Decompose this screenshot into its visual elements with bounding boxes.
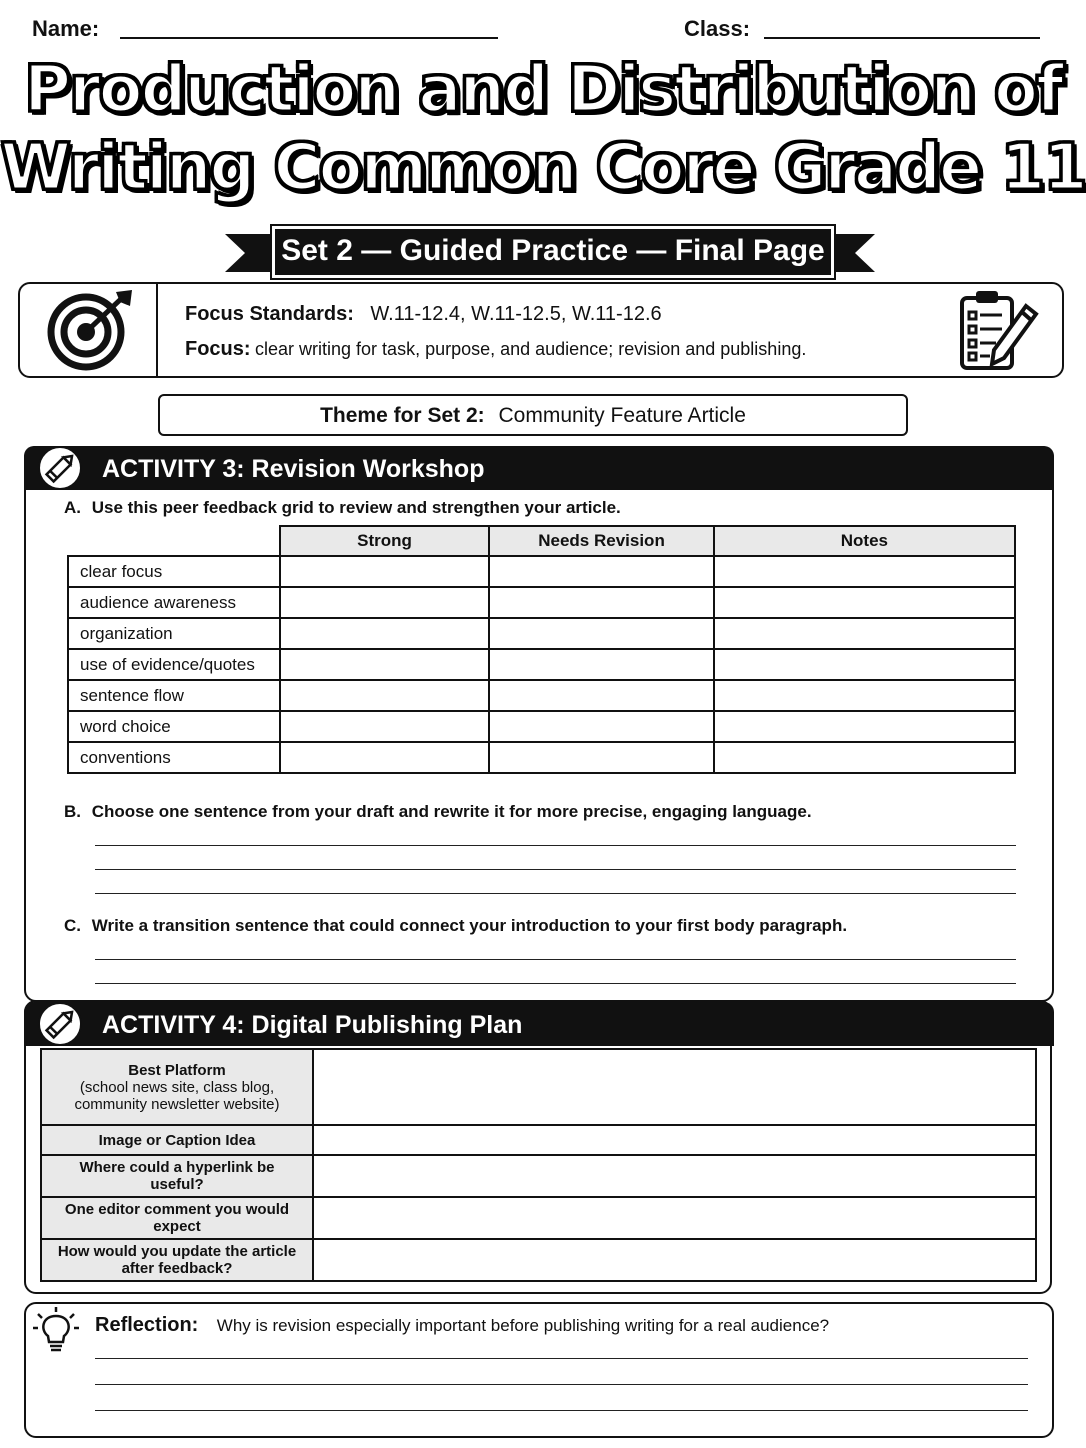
grid-header-needs-revision: Needs Revision <box>489 526 714 556</box>
table-row <box>68 556 1015 587</box>
part-b-letter: B. <box>64 802 81 821</box>
table-row <box>41 1049 1036 1125</box>
grid-cell[interactable] <box>280 587 490 618</box>
answer-line[interactable] <box>95 893 1016 894</box>
part-c-text: Write a transition sentence that could connect your introduction to your first body paragraph. <box>91 916 848 935</box>
answer-line[interactable] <box>95 1358 1028 1359</box>
grid-cell[interactable] <box>489 556 714 587</box>
grid-corner <box>68 526 280 556</box>
grid-header-notes: Notes <box>714 526 1015 556</box>
feedback-grid <box>67 525 1016 774</box>
activity-4-header <box>24 1002 1054 1046</box>
grid-header-strong: Strong <box>280 526 490 556</box>
focus-standards-value: W.11-12.4, W.11-12.5, W.11-12.6 <box>370 303 662 325</box>
class-input-line[interactable] <box>764 37 1040 39</box>
table-row <box>68 711 1015 742</box>
plan-label-image-caption: Image or Caption Idea <box>41 1125 313 1155</box>
lightbulb-icon <box>32 1306 80 1356</box>
answer-line[interactable] <box>95 845 1016 846</box>
focus-label: Focus: <box>185 338 251 360</box>
reflection-text: Why is revision especially important before publishing writing for a real audience? <box>216 1316 830 1335</box>
answer-line[interactable] <box>95 983 1016 984</box>
criterion-label: word choice <box>68 711 280 742</box>
answer-line[interactable] <box>95 1410 1028 1411</box>
plan-row-label <box>41 1049 313 1125</box>
grid-cell[interactable] <box>714 556 1015 587</box>
table-row <box>68 742 1015 773</box>
table-row <box>41 1239 1036 1281</box>
answer-line[interactable] <box>95 1384 1028 1385</box>
part-b-text: Choose one sentence from your draft and rewrite it for more precise, engaging language. <box>91 802 812 821</box>
grid-cell[interactable] <box>714 587 1015 618</box>
target-icon <box>46 288 136 372</box>
theme-label: Theme for Set 2: <box>320 404 485 427</box>
table-row <box>68 649 1015 680</box>
plan-answer-cell[interactable] <box>313 1125 1036 1155</box>
grid-cell[interactable] <box>714 680 1015 711</box>
table-row <box>68 618 1015 649</box>
answer-line[interactable] <box>95 959 1016 960</box>
reflection-label: Reflection: <box>95 1314 199 1336</box>
theme-value: Community Feature Article <box>498 404 746 427</box>
title-line-1: Production and Distribution of <box>24 53 1062 127</box>
theme-box <box>158 394 908 436</box>
pencil-icon <box>38 446 82 490</box>
plan-answer-cell[interactable] <box>313 1155 1036 1197</box>
plan-label-update-article: How would you update the article after feedback? <box>41 1239 313 1281</box>
plan-answer-cell[interactable] <box>313 1049 1036 1125</box>
banner: Set 2 — Guided Practice — Final Page <box>272 226 834 278</box>
table-row <box>68 680 1015 711</box>
grid-cell[interactable] <box>280 742 490 773</box>
grid-cell[interactable] <box>489 680 714 711</box>
plan-label-best-platform-sub: (school news site, class blog, community newsletter website) <box>74 1078 280 1113</box>
grid-cell[interactable] <box>280 556 490 587</box>
class-label: Class: <box>684 16 751 41</box>
criterion-label: use of evidence/quotes <box>68 649 280 680</box>
table-row <box>41 1155 1036 1197</box>
activity-4-title: ACTIVITY 4: Digital Publishing Plan <box>102 1011 523 1039</box>
part-a-text: Use this peer feedback grid to review and strengthen your article. <box>91 498 621 517</box>
grid-cell[interactable] <box>280 649 490 680</box>
criterion-label: organization <box>68 618 280 649</box>
activity-3-header <box>24 446 1054 490</box>
grid-cell[interactable] <box>280 618 490 649</box>
name-input-line[interactable] <box>120 37 498 39</box>
focus-standards-label: Focus Standards: <box>185 303 354 325</box>
name-label: Name: <box>32 16 100 41</box>
title-line-2: Writing Common Core Grade 11 <box>0 131 1086 205</box>
plan-label-best-platform: Best Platform <box>128 1061 226 1079</box>
focus-box <box>18 282 1064 378</box>
criterion-label: sentence flow <box>68 680 280 711</box>
publishing-plan-table <box>40 1048 1037 1282</box>
part-c-letter: C. <box>64 916 81 935</box>
criterion-label: conventions <box>68 742 280 773</box>
activity-3-title: ACTIVITY 3: Revision Workshop <box>102 455 485 483</box>
grid-cell[interactable] <box>280 680 490 711</box>
grid-cell[interactable] <box>714 649 1015 680</box>
grid-cell[interactable] <box>714 742 1015 773</box>
grid-cell[interactable] <box>489 649 714 680</box>
grid-cell[interactable] <box>489 618 714 649</box>
clipboard-pencil-icon <box>956 286 1040 374</box>
grid-cell[interactable] <box>714 618 1015 649</box>
criterion-label: audience awareness <box>68 587 280 618</box>
table-row <box>41 1197 1036 1239</box>
grid-cell[interactable] <box>280 711 490 742</box>
pencil-icon <box>38 1002 82 1046</box>
answer-line[interactable] <box>95 869 1016 870</box>
plan-answer-cell[interactable] <box>313 1239 1036 1281</box>
plan-answer-cell[interactable] <box>313 1197 1036 1239</box>
table-row <box>68 587 1015 618</box>
table-row <box>41 1125 1036 1155</box>
criterion-label: clear focus <box>68 556 280 587</box>
grid-cell[interactable] <box>489 742 714 773</box>
grid-cell[interactable] <box>489 711 714 742</box>
focus-value: clear writing for task, purpose, and audience; revision and publishing. <box>255 339 807 359</box>
part-a-letter: A. <box>64 498 81 517</box>
grid-cell[interactable] <box>489 587 714 618</box>
plan-label-editor-comment: One editor comment you would expect <box>41 1197 313 1239</box>
grid-cell[interactable] <box>714 711 1015 742</box>
plan-label-hyperlink: Where could a hyperlink be useful? <box>41 1155 313 1197</box>
